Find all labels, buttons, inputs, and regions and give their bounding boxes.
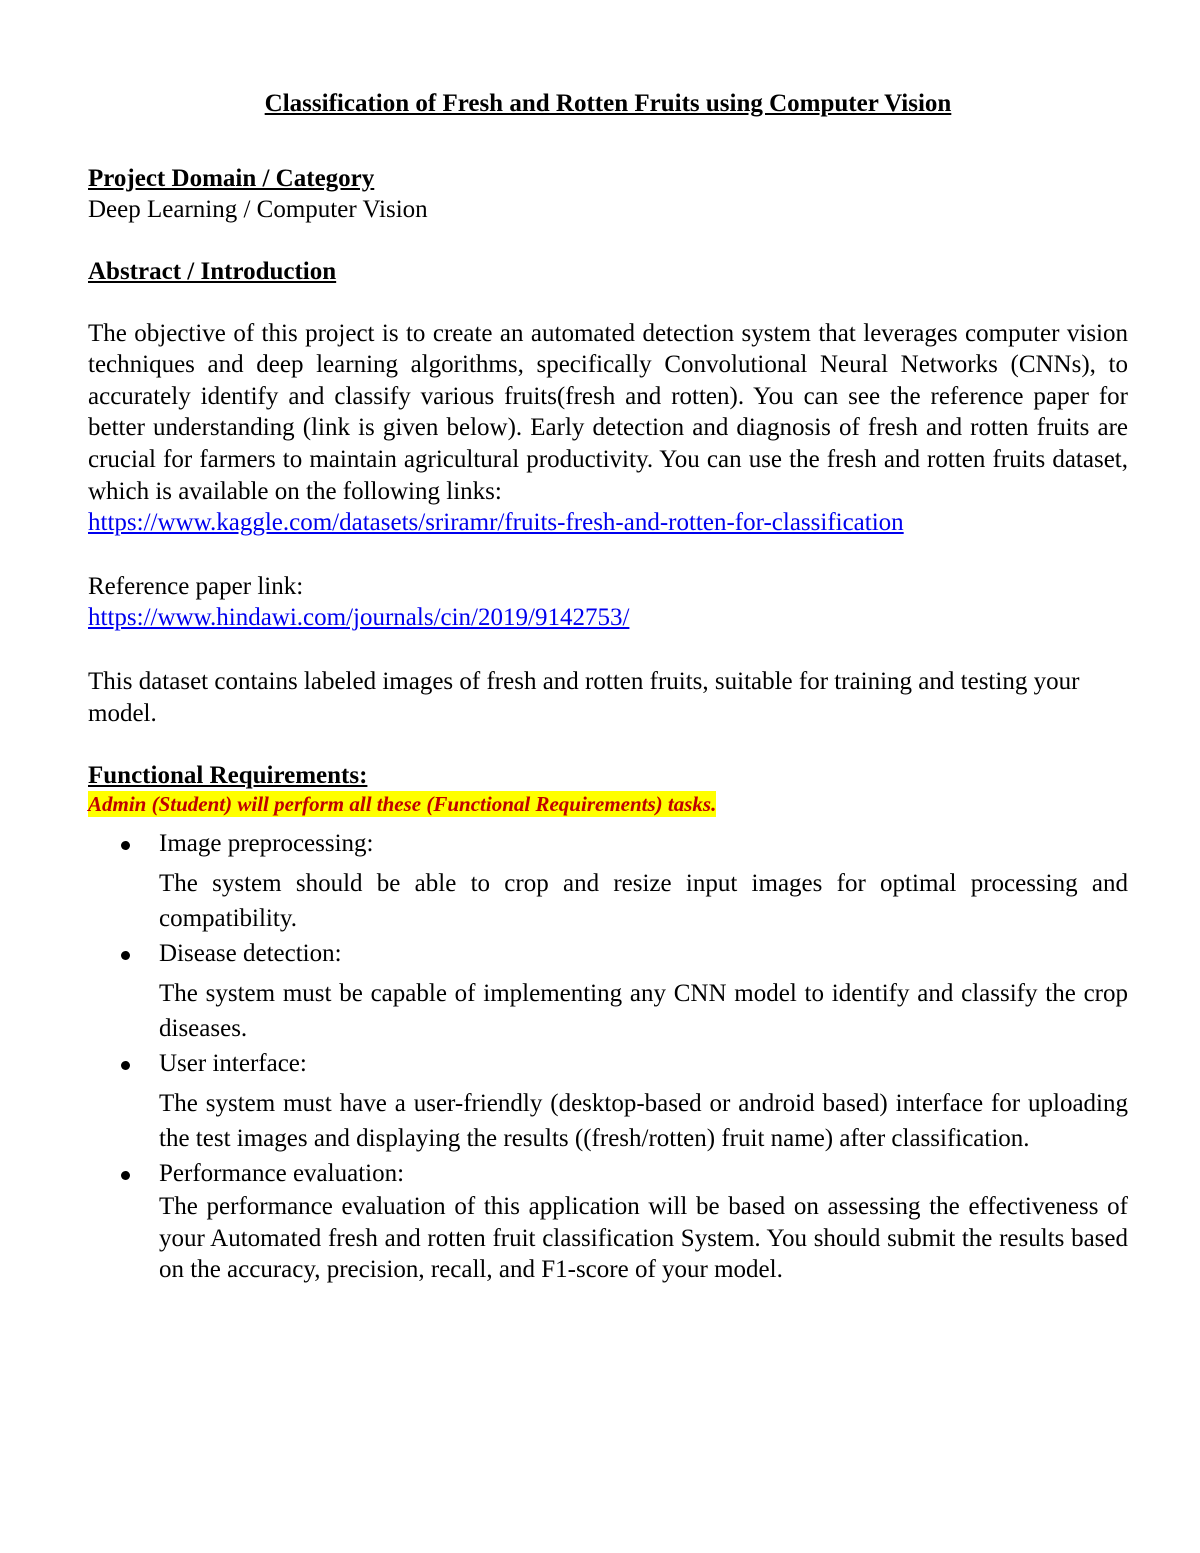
requirement-title: Disease detection: [159,940,342,968]
functional-heading: Functional Requirements: [88,762,368,790]
document-page [88,88,1128,1289]
requirement-item [88,939,1128,1046]
requirement-item [88,1049,1128,1156]
requirement-title: User interface: [159,1050,307,1078]
bullet-icon [121,841,130,850]
requirement-title: Performance evaluation: [159,1160,405,1188]
abstract-text: The objective of this project is to create an automated detection system that leverages computer vision techniques and deep learning algorithms, specifically Convolutional Neural Networks (CNNs), to accurately identify and classify various fruits(fresh and rotten). You can see the reference paper for better understanding (link is given below). Early detection and diagnosis of fresh and rotten fruits are crucial for farmers to maintain agricultural productivity. You can use the fresh and rotten fruits dataset, which is available on the following links: [88,319,1128,505]
domain-value: Deep Learning / Computer Vision [88,196,428,223]
requirement-item [88,1159,1128,1286]
reference-label: Reference paper link: [88,572,304,600]
abstract-heading: Abstract / Introduction [88,257,337,285]
bullet-icon [121,1061,130,1070]
bullet-icon [121,951,130,960]
bullet-icon [121,1171,130,1180]
requirement-item [88,829,1128,936]
document-title: Classification of Fresh and Rotten Fruits using Computer Vision [264,90,952,117]
dataset-link-line [88,507,1128,539]
requirement-title: Image preprocessing: [159,830,374,858]
functional-note: Admin (Student) will perform all these (Functional Requirements) tasks. [88,792,717,817]
requirement-body: The system must be capable of implementing any CNN model to identify and classify the crop diseases. [159,980,1128,1043]
requirement-body: The system must have a user-friendly (desktop-based or android based) interface for uploading the test images and displaying the results ((fresh/rotten) fruit name) after classification. [159,1090,1128,1153]
requirements-list [88,829,1128,1286]
domain-heading: Project Domain / Category [88,165,375,192]
dataset-link[interactable]: https://www.kaggle.com/datasets/sriramr/fruits-fresh-and-rotten-for-classification [88,509,904,537]
reference-link-line [88,602,1128,634]
requirement-body: The system should be able to crop and resize input images for optimal processing and compatibility. [159,870,1128,933]
reference-link[interactable]: https://www.hindawi.com/journals/cin/2019/9142753/ [88,604,630,632]
requirement-body: The performance evaluation of this application will be based on assessing the effectiveness of your Automated fresh and rotten fruit classification System. You should submit the results based on the accuracy, precision, recall, and F1-score of your model. [159,1193,1128,1284]
dataset-description: This dataset contains labeled images of fresh and rotten fruits, suitable for training and testing your model. [88,667,1080,727]
